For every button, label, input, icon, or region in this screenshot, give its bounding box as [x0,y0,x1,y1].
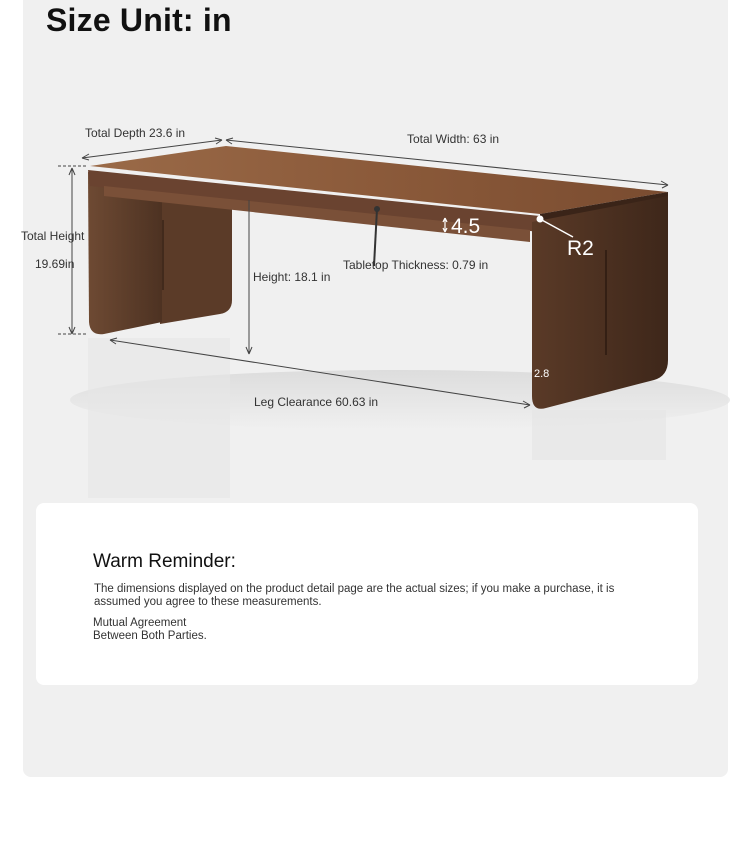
right-leg [532,196,668,409]
total-width-label: Total Width: 63 in [407,132,500,146]
warm-reminder-card [36,503,698,685]
corner-radius-label: R2 [567,237,594,260]
page-title: Size Unit: in [46,2,232,38]
right-leg-reflection [532,410,666,460]
reminder-footer [93,617,207,642]
total-depth-label: Total Depth 23.6 in [85,126,186,140]
leg-thickness-label: 2.8 [534,368,550,380]
total-height-value: 19.69in [35,257,75,271]
reminder-title: Warm Reminder: [93,551,236,572]
reminder-footer-line1: Mutual Agreement [93,617,187,629]
reminder-body: The dimensions displayed on the product detail page are the actual sizes; if you make a purchase, it is assumed you agree to these measurements. [94,583,615,608]
reminder-footer-line2: Between Both Parties. [93,629,207,642]
total-height-label: Total Height [21,229,85,243]
left-leg-reflection [88,338,230,498]
leg-clearance-label: Leg Clearance 60.63 in [254,395,379,409]
edge-thickness-label: 4.5 [451,215,481,238]
tabletop-thickness-label: Tabletop Thickness: 0.79 in [343,258,489,272]
height-label: Height: 18.1 in [253,270,331,284]
